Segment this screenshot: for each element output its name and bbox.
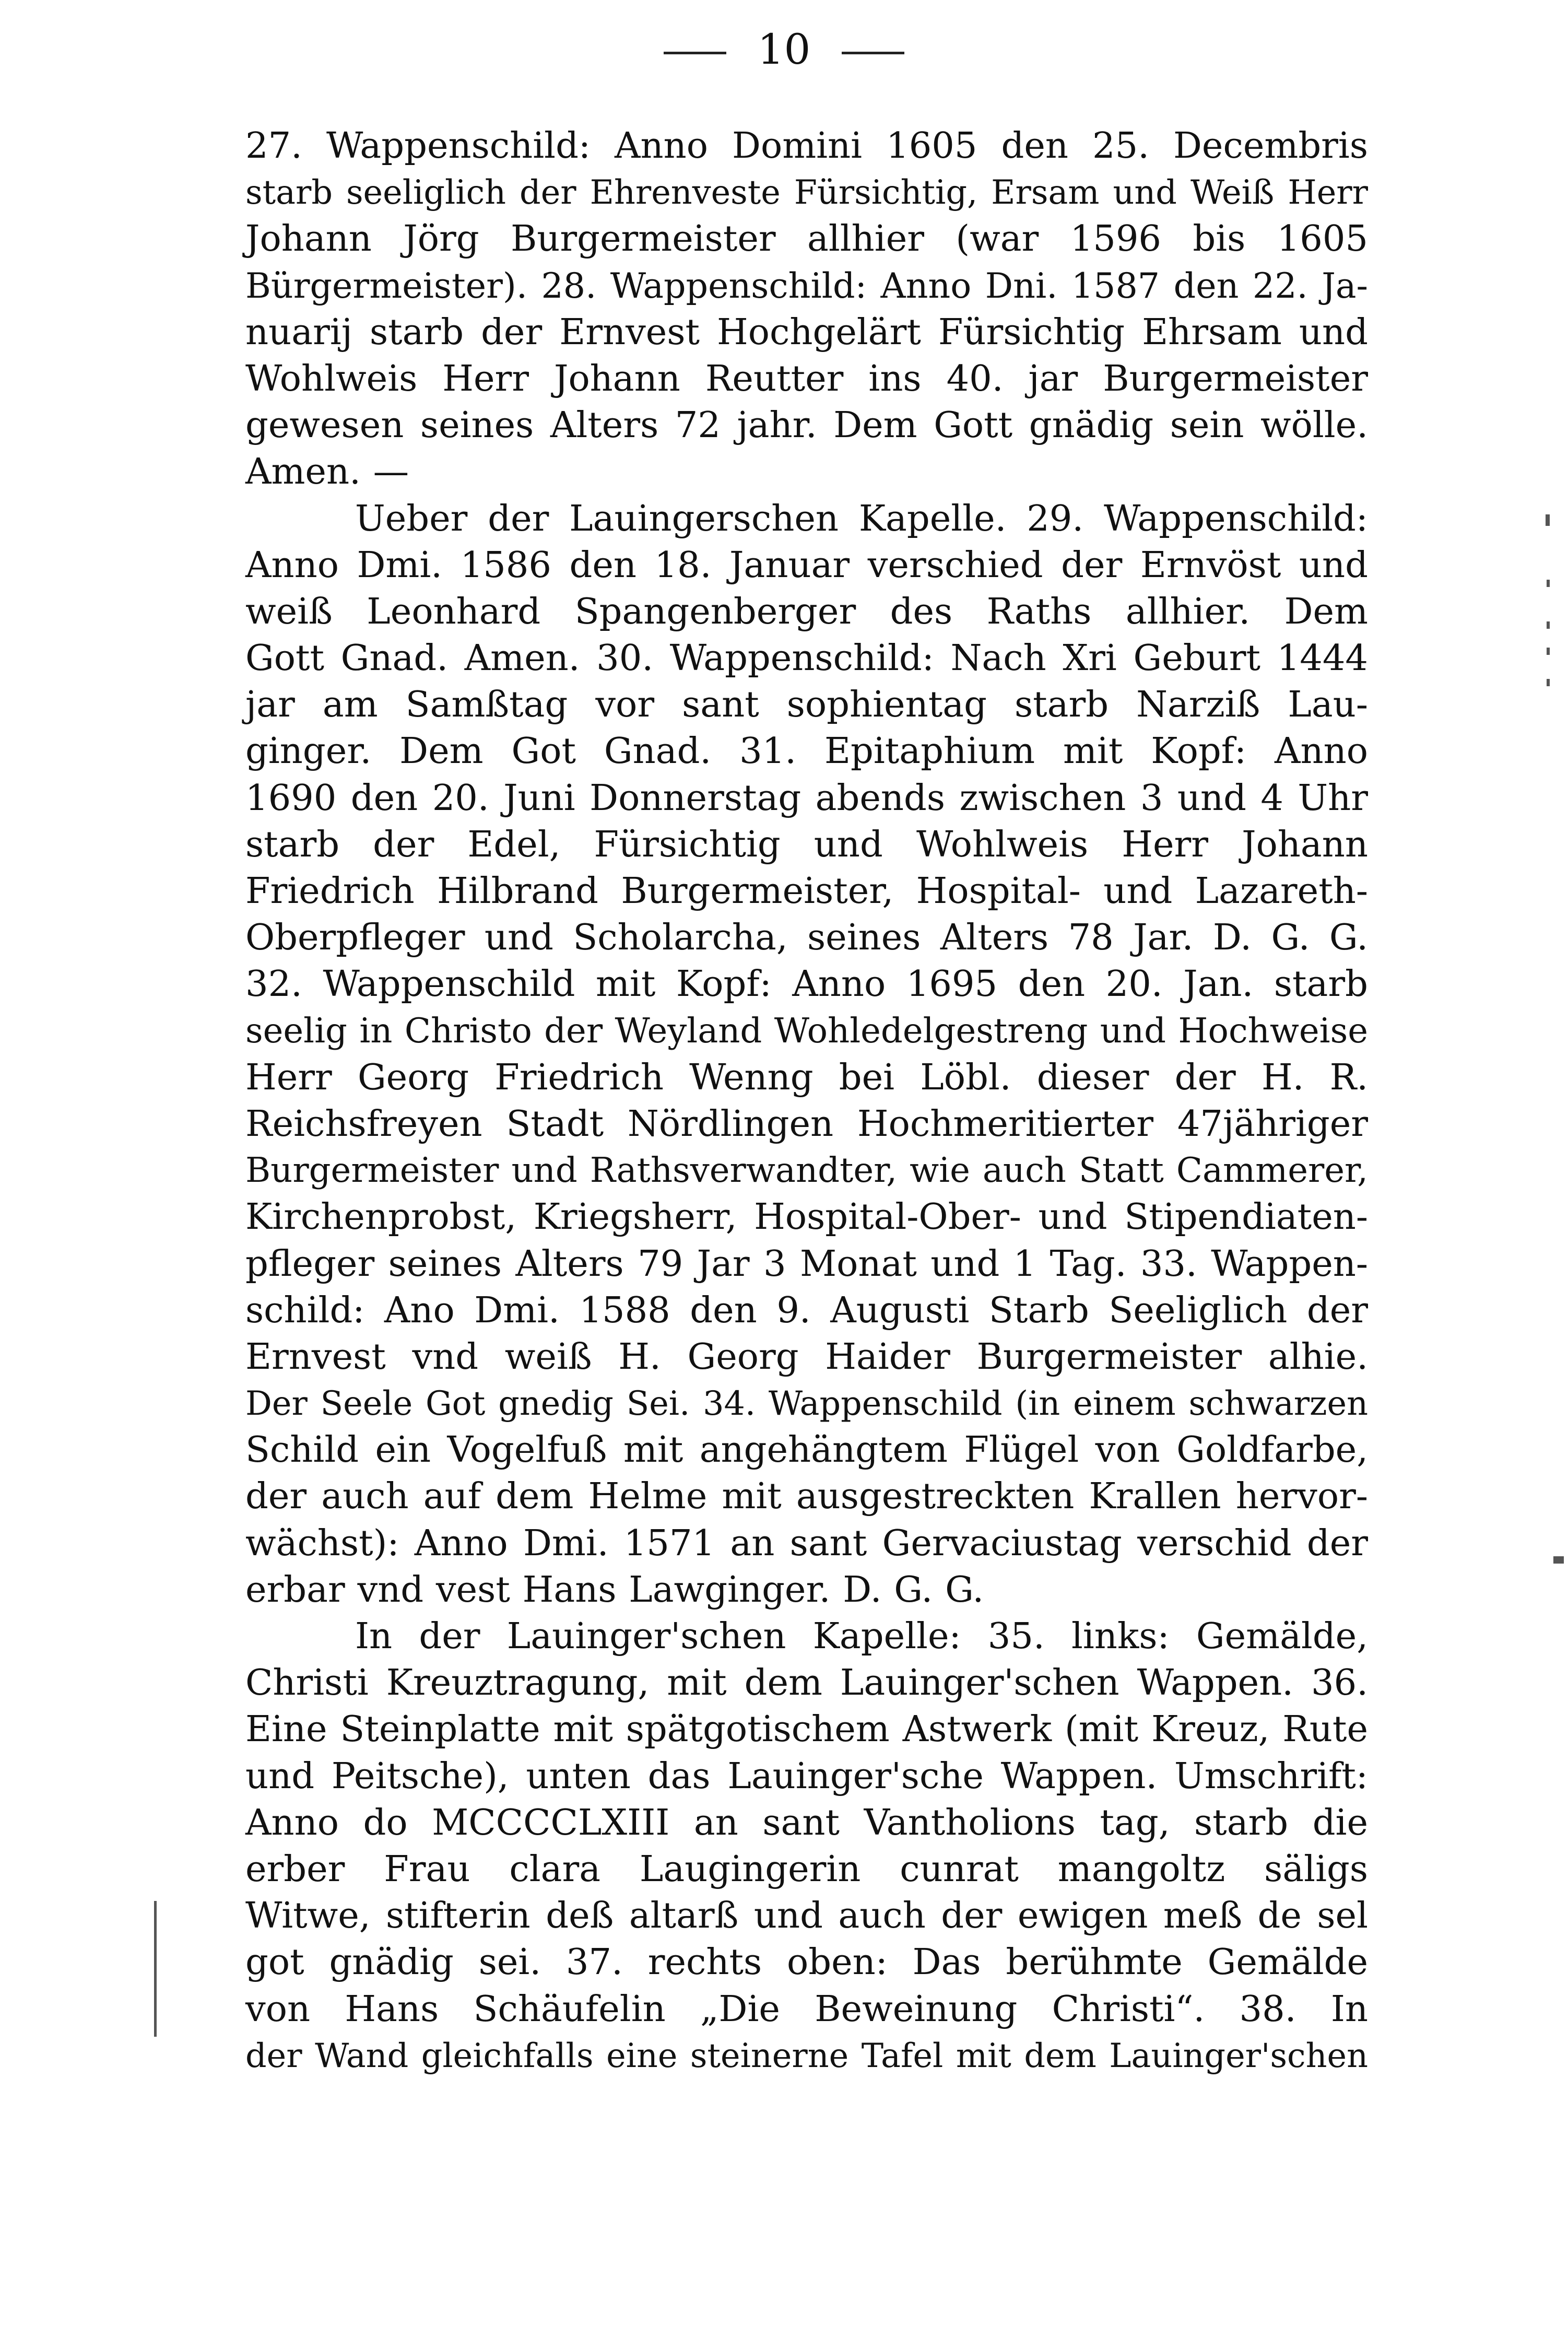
text-line: von Hans Schäufelin „Die Beweinung Christi“. 38. In — [245, 1988, 1368, 2030]
header-dash-right — [842, 52, 904, 54]
text-line: Friedrich Hilbrand Burgermeister, Hospital- und Lazareth- — [245, 870, 1368, 912]
text-line: pfleger seines Alters 79 Jar 3 Monat und 1 Tag. 33. Wappen- — [245, 1242, 1368, 1285]
scan-speck — [1547, 580, 1550, 587]
text-line: Ueber der Lauingerschen Kapelle. 29. Wappenschild: — [355, 497, 1368, 539]
text-line: Kirchenprobst, Kriegsherr, Hospital-Ober- und Stipendiaten- — [245, 1196, 1368, 1238]
text-line: und Peitsche), unten das Lauinger'sche Wappen. Umschrift: — [245, 1755, 1368, 1797]
text-line: weiß Leonhard Spangenberger des Raths allhier. Dem — [245, 590, 1368, 632]
page-header — [0, 21, 1568, 78]
text-line: schild: Ano Dmi. 1588 den 9. Augusti Starb Seeliglich der — [245, 1289, 1368, 1331]
text-line: In der Lauinger'schen Kapelle: 35. links: Gemälde, — [355, 1615, 1368, 1657]
text-line: starb seeliglich der Ehrenveste Fürsichtig, Ersam und Weiß Herr — [245, 173, 1368, 212]
text-line: erbar vnd vest Hans Lawginger. D. G. G. — [245, 1568, 984, 1611]
text-line: seelig in Christo der Weyland Wohledelgestreng und Hochweise — [245, 1011, 1368, 1051]
text-line: erber Frau clara Laugingerin cunrat mangoltz säligs — [245, 1848, 1368, 1890]
text-line: ginger. Dem Got Gnad. 31. Epitaphium mit Kopf: Anno — [245, 730, 1368, 772]
text-line: Schild ein Vogelfuß mit angehängtem Flügel von Goldfarbe, — [245, 1429, 1368, 1471]
text-line: Burgermeister und Rathsverwandter, wie auch Statt Cammerer, — [245, 1150, 1368, 1191]
scan-speck — [1553, 1556, 1564, 1564]
text-line: Bürgermeister). 28. Wappenschild: Anno Dni. 1587 den 22. Ja- — [245, 265, 1368, 306]
text-line: 1690 den 20. Juni Donnerstag abends zwischen 3 und 4 Uhr — [245, 777, 1368, 819]
text-line: Amen. — — [245, 451, 409, 493]
text-line: starb der Edel, Fürsichtig und Wohlweis Herr Johann — [245, 823, 1368, 865]
text-line: Johann Jörg Burgermeister allhier (war 1596 bis 1605 — [245, 218, 1368, 260]
text-line: der Wand gleichfalls eine steinerne Tafel mit dem Lauinger'schen — [245, 2036, 1368, 2075]
header-dash-left — [664, 52, 726, 54]
text-line: Gott Gnad. Amen. 30. Wappenschild: Nach Xri Geburt 1444 — [245, 637, 1368, 679]
text-line: Oberpfleger und Scholarcha, seines Alters 78 Jar. D. G. G. — [245, 917, 1368, 959]
text-line: Anno do MCCCCLXIII an sant Vantholions tag, starb die — [245, 1801, 1368, 1843]
text-line: got gnädig sei. 37. rechts oben: Das berühmte Gemälde — [245, 1941, 1368, 1983]
text-line: wächst): Anno Dmi. 1571 an sant Gervaciustag verschid der — [245, 1522, 1368, 1564]
text-line: 27. Wappenschild: Anno Domini 1605 den 25. Decembris — [245, 125, 1368, 167]
text-line: Ernvest vnd weiß H. Georg Haider Burgermeister alhie. — [245, 1335, 1368, 1378]
text-line: Reichsfreyen Stadt Nördlingen Hochmeritierter 47jähriger — [245, 1102, 1368, 1145]
text-line: Christi Kreuztragung, mit dem Lauinger'schen Wappen. 36. — [245, 1662, 1368, 1704]
text-line: Herr Georg Friedrich Wenng bei Löbl. dieser der H. R. — [245, 1056, 1368, 1098]
text-line: Wohlweis Herr Johann Reutter ins 40. jar Burgermeister — [245, 357, 1368, 400]
text-line: gewesen seines Alters 72 jahr. Dem Gott gnädig sein wölle. — [245, 404, 1368, 447]
text-line: Eine Steinplatte mit spätgotischem Astwerk (mit Kreuz, Rute — [245, 1708, 1368, 1751]
body-text — [245, 123, 1368, 2079]
scan-edge-line — [154, 1901, 157, 2037]
text-line: nuarij starb der Ernvest Hochgelärt Fürsichtig Ehrsam und — [245, 311, 1368, 353]
text-line: der auch auf dem Helme mit ausgestreckten Krallen hervor- — [245, 1475, 1368, 1518]
scan-speck — [1547, 621, 1550, 629]
scan-speck — [1546, 514, 1550, 526]
text-line: Anno Dmi. 1586 den 18. Januar verschied der Ernvöst und — [245, 544, 1368, 586]
text-line: Der Seele Got gnedig Sei. 34. Wappenschild (in einem schwarzen — [245, 1384, 1368, 1423]
text-line: Witwe, stifterin deß altarß und auch der ewigen meß de sel — [245, 1895, 1368, 1937]
scan-speck — [1547, 648, 1550, 655]
scan-speck — [1547, 679, 1550, 686]
text-line: 32. Wappenschild mit Kopf: Anno 1695 den 20. Jan. starb — [245, 963, 1368, 1005]
page-number: 10 — [757, 25, 811, 74]
text-line: jar am Samßtag vor sant sophientag starb Narziß Lau- — [245, 684, 1368, 726]
